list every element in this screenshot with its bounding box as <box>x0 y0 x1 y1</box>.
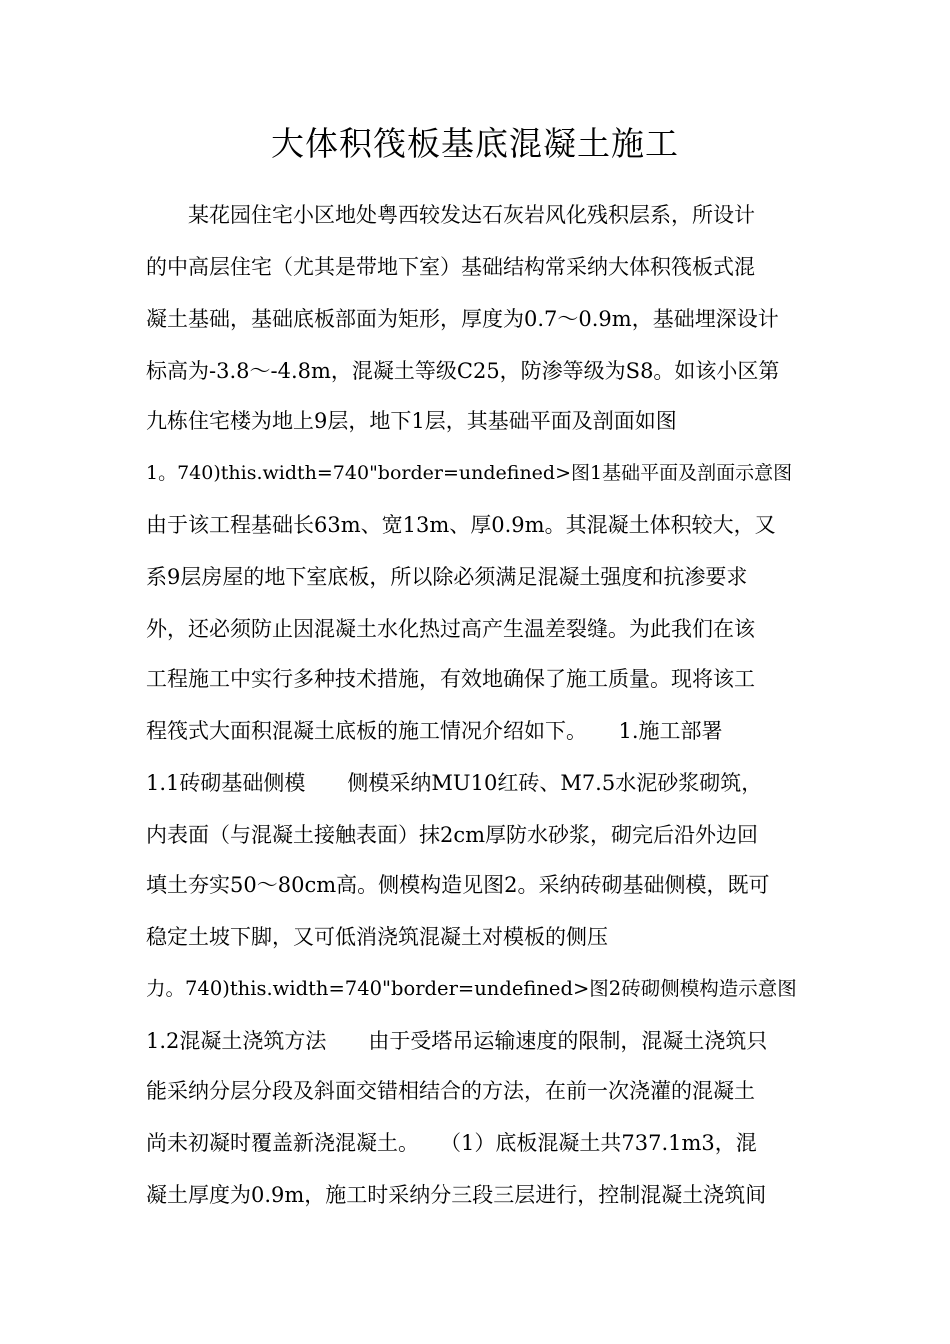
paragraph-line: 1。740)this.width=740"border=undefined>图1基础平面及剖面示意图 <box>146 462 793 484</box>
paragraph-line: 程筏式大面积混凝土底板的施工情况介绍如下。 1.施工部署 <box>146 719 723 743</box>
paragraph-line: 凝土基础，基础底板部面为矩形，厚度为0.7～0.9m，基础埋深设计 <box>146 307 779 331</box>
paragraph-line: 力。740)this.width=740"border=undefined>图2砖砌侧模构造示意图 <box>146 977 797 1000</box>
paragraph-line: 凝土厚度为0.9m，施工时采纳分三段三层进行，控制混凝土浇筑间 <box>146 1183 767 1207</box>
paragraph-line: 1.1砖砌基础侧模 侧模采纳MU10红砖、M7.5水泥砂浆砌筑， <box>146 771 763 795</box>
paragraph-line: 标高为-3.8～-4.8m，混凝土等级C25，防渗等级为S8。如该小区第 <box>146 359 780 383</box>
paragraph-line: 填土夯实50～80cm高。侧模构造见图2。采纳砖砌基础侧模，既可 <box>146 873 770 897</box>
paragraph-line: 内表面（与混凝土接触表面）抹2cm厚防水砂浆，砌完后沿外边回 <box>146 823 759 847</box>
paragraph-line: 由于该工程基础长63m、宽13m、厚0.9m。其混凝土体积较大，又 <box>146 513 776 537</box>
paragraph-line: 某花园住宅小区地处粤西较发达石灰岩风化残积层系，所设计 <box>146 203 755 227</box>
paragraph-line: 能采纳分层分段及斜面交错相结合的方法，在前一次浇灌的混凝土 <box>146 1079 755 1103</box>
paragraph-line: 稳定土坡下脚，又可低消浇筑混凝土对模板的侧压 <box>146 925 608 949</box>
paragraph-line: 1.2混凝土浇筑方法 由于受塔吊运输速度的限制，混凝土浇筑只 <box>146 1029 768 1053</box>
paragraph-line: 的中高层住宅（尤其是带地下室）基础结构常采纳大体积筏板式混 <box>146 255 755 279</box>
paragraph-line: 工程施工中实行多种技术措施，有效地确保了施工质量。现将该工 <box>146 667 755 691</box>
paragraph-line: 九栋住宅楼为地上9层，地下1层，其基础平面及剖面如图 <box>146 409 677 433</box>
document-title: 大体积筏板基底混凝土施工 <box>271 124 679 163</box>
paragraph-line: 系9层房屋的地下室底板，所以除必须满足混凝土强度和抗渗要求 <box>146 565 748 589</box>
paragraph-line: 尚未初凝时覆盖新浇混凝土。 （1）底板混凝土共737.1m3，混 <box>146 1131 757 1155</box>
paragraph-line: 外，还必须防止因混凝土水化热过高产生温差裂缝。为此我们在该 <box>146 617 755 641</box>
